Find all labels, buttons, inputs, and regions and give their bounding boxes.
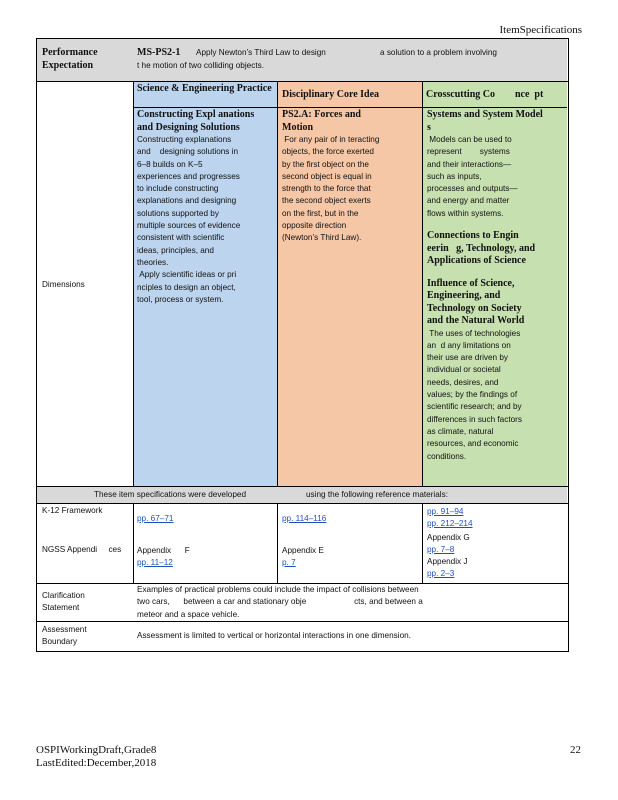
dci-title: Disciplinary Core Idea	[282, 89, 380, 100]
pe-code: MS-PS2-1	[137, 47, 181, 58]
k12-ccc-link-2[interactable]: pp. 212–214	[427, 519, 473, 528]
ngss-dci-appendix: Appendix E	[282, 546, 324, 555]
ccc-bullet-1: Models can be used to represent systems and their interactions—such as inputs, processes and outputs—and energy and matter flows within systems.	[427, 135, 518, 218]
clarification-label: Clarification Statement	[42, 591, 85, 613]
ngss-dci-link[interactable]: p. 7	[282, 558, 296, 567]
ngss-ccc-link-2[interactable]: pp. 2–3	[427, 569, 455, 578]
clarification-text: Examples of practical problems could include the impact of collisions between two cars, between a car and stationary obje cts, and between a meteor and a space vehicle.	[137, 585, 426, 619]
pe-text-1a: Apply Newton’s Third Law to design	[196, 48, 326, 57]
k12-dci-link[interactable]: pp. 114–116	[282, 514, 327, 523]
running-header: ItemSpecifications	[499, 24, 582, 36]
rule	[36, 486, 568, 487]
assessment-text: Assessment is limited to vertical or horizontal interactions in one dimension.	[137, 631, 411, 640]
sep-body: Constructing explanations and designing solutions in 6–8 builds on K–5 experiences and progresses to include constructing explanations and designing solutions supported by multiple sources of evidence consistent with scientific ideas, principles, and theories.	[137, 135, 243, 267]
k12-label: K-12 Framework	[42, 506, 103, 515]
ngss-ccc-appendix-1: Appendix G	[427, 533, 470, 542]
assessment-label: Assessment Boundary	[42, 625, 87, 647]
k12-ccc-link-1[interactable]: pp. 91–94	[427, 507, 464, 516]
ccc-content	[427, 109, 563, 463]
pe-label: Performance Expectation	[42, 47, 98, 71]
dci-content	[282, 109, 418, 245]
ccc-heading-1: Systems and System Model s	[427, 109, 548, 133]
rule	[133, 503, 134, 583]
sep-title: Science & Engineering Practice	[137, 83, 272, 94]
rule	[133, 81, 134, 486]
ccc-heading-2: Connections to Engin eerin g, Technology, and Applications of Science	[427, 230, 538, 267]
k12-sep-link[interactable]: pp. 67–71	[137, 514, 174, 523]
sep-heading: Constructing Expl anations and Designing Solutions	[137, 109, 255, 133]
reference-text-b: using the following reference materials:	[306, 490, 448, 499]
rule	[422, 81, 423, 486]
rule	[277, 81, 278, 486]
ngss-ccc-link-1[interactable]: pp. 7–8	[427, 545, 455, 554]
rule	[36, 81, 568, 82]
ngss-label: NGSS Appendi ces	[42, 545, 122, 554]
rule	[36, 621, 568, 622]
ngss-ccc-appendix-2: Appendix J	[427, 557, 468, 566]
rule	[277, 503, 278, 583]
footer-line-2: LastEdited:December,2018	[36, 757, 157, 769]
ngss-sep-link[interactable]: pp. 11–12	[137, 558, 173, 567]
ccc-title: Crosscutting Co nce pt	[426, 89, 544, 100]
sep-bullet: Apply scientific ideas or pri nciples to design an object, tool, process or system.	[137, 270, 241, 304]
rule	[133, 107, 567, 108]
ccc-heading-3: Influence of Science, Engineering, and Technology on Society and the Natural World	[427, 277, 525, 327]
sep-content	[137, 109, 273, 306]
rule	[422, 503, 423, 583]
pe-text-1b: a solution to a problem involving	[380, 48, 497, 57]
reference-text-a: These item specifications were developed	[94, 490, 247, 499]
dci-bullet: For any pair of in teracting objects, the force exerted by the first object on the second object is equal in strength to the force that the second object exerts on the first, but in the opposite direction (Newton’s Third Law).	[282, 135, 382, 243]
page-number: 22	[570, 744, 581, 756]
pe-text-2: t he motion of two colliding objects.	[137, 61, 264, 70]
ccc-bullet-3: The uses of technologies an d any limitations on their use are driven by individual or societal needs, desires, and values; by the findings of scientific research; and by differences in such factors as climate, natural resources, and economic conditions.	[427, 328, 525, 461]
dci-heading: PS2.A: Forces and Motion	[282, 109, 361, 133]
footer-line-1: OSPIWorkingDraft,Grade8	[36, 744, 157, 756]
ngss-sep-appendix: Appendix F	[137, 546, 190, 555]
rule	[36, 503, 568, 504]
dimensions-label: Dimensions	[42, 280, 85, 289]
